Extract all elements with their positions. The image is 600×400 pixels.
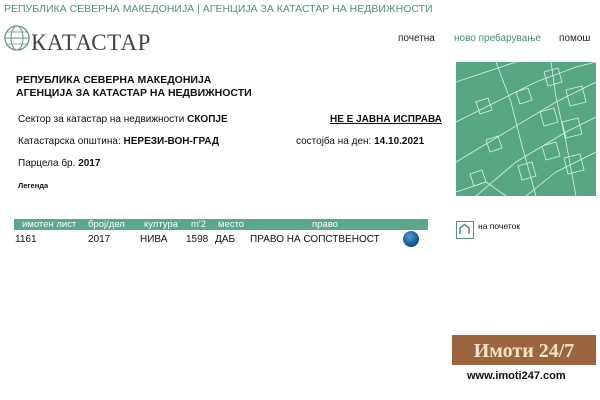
cell-number: 2017 <box>88 234 111 245</box>
sector-line <box>18 114 228 125</box>
cell-right: ПРАВО НА СОПСТВЕНОСТ <box>250 234 380 245</box>
org-line-2: АГЕНЦИЈА ЗА КАТАСТАР НА НЕДВИЖНОСТИ <box>16 87 252 99</box>
parcel-label: Парцела бр. <box>18 158 76 169</box>
table-header <box>14 219 428 230</box>
svg-text:Имоти 24/7: Имоти 24/7 <box>473 340 575 362</box>
parcel-map-lines <box>456 62 596 196</box>
nav-home[interactable]: почетна <box>398 33 435 44</box>
parcel-map[interactable] <box>456 62 596 196</box>
sector-label: Сектор за катастар на недвижности <box>18 114 185 125</box>
cell-area: 1598 <box>186 234 209 245</box>
municipality-label: Катастарска општина: <box>18 136 121 147</box>
not-public-notice: НЕ Е ЈАВНА ИСПРАВА <box>330 114 442 125</box>
organization-title <box>16 74 252 100</box>
parcel-line <box>18 158 100 169</box>
watermark-url: www.imoti247.com <box>467 370 566 382</box>
municipality-line <box>18 136 219 147</box>
parcel-value: 2017 <box>78 158 101 169</box>
municipality-value: НЕРЕЗИ-ВОН-ГРАД <box>123 136 220 147</box>
imoti-watermark-logo <box>452 335 596 365</box>
nav-new-search[interactable]: ново пребарување <box>454 33 542 44</box>
state-date-line <box>296 136 424 147</box>
col-header-right: право <box>312 219 338 230</box>
state-date-label: состојба на ден: <box>296 136 372 147</box>
state-date-value: 14.10.2021 <box>374 136 425 147</box>
home-icon-glyph <box>457 222 472 237</box>
legend-label: Легенда <box>18 181 49 190</box>
col-header-number: број/дел <box>88 219 125 230</box>
col-header-property-sheet: имотен лист <box>22 219 77 230</box>
globe-icon[interactable] <box>403 231 419 247</box>
home-link[interactable]: на почеток <box>478 221 521 231</box>
col-header-area: m'2 <box>191 219 207 230</box>
col-header-place: место <box>218 219 245 230</box>
nav-help[interactable]: помош <box>559 33 591 44</box>
cell-culture: НИВА <box>140 234 168 245</box>
org-line-1: РЕПУБЛИКА СЕВЕРНА МАКЕДОНИЈА <box>16 74 212 86</box>
cell-place: ДАБ <box>215 234 236 245</box>
logo-text: КАТАСТАР <box>31 30 151 55</box>
top-banner: РЕПУБЛИКА СЕВЕРНА МАКЕДОНИЈА | АГЕНЦИЈА ЗА КАТАСТАР НА НЕДВИЖНОСТИ <box>4 3 433 15</box>
home-icon[interactable] <box>456 221 474 239</box>
sector-value: СКОПЈЕ <box>187 114 228 125</box>
cell-property-sheet: 1161 <box>15 234 37 245</box>
col-header-culture: култура <box>144 219 179 230</box>
